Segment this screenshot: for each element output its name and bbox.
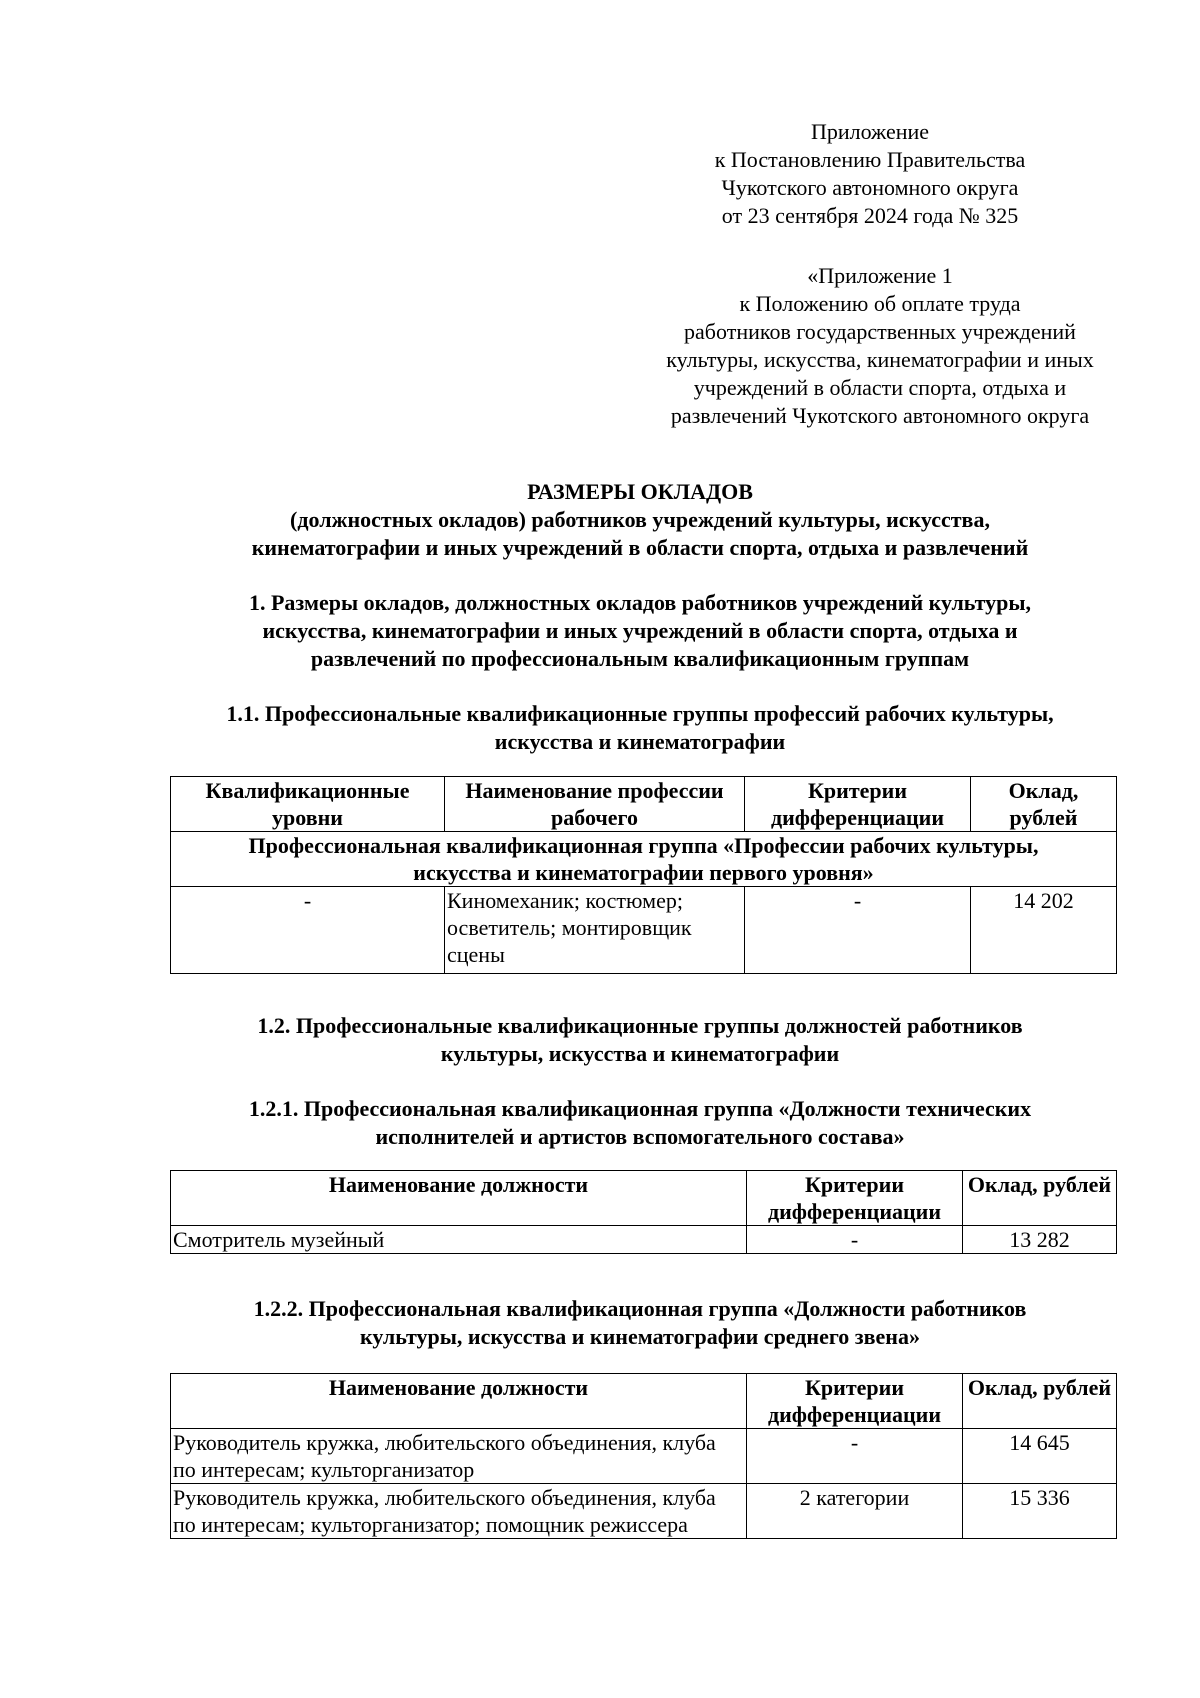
cell-position: Руководитель кружка, любительского объединения, клуба по интересам; культорганизатор — [171, 1429, 747, 1484]
annex1-line: «Приложение 1 — [807, 263, 953, 288]
cell-criteria: 2 категории — [747, 1484, 963, 1539]
cell-salary: 13 282 — [963, 1226, 1117, 1254]
header-salary: Оклад, рублей — [971, 777, 1117, 832]
section-1-2-line: 1.2. Профессиональные квалификационные группы должностей работников — [257, 1013, 1023, 1038]
annex-line: к Постановлению Правительства — [714, 147, 1026, 172]
section-1-line: 1. Размеры окладов, должностных окладов работников учреждений культуры, — [248, 590, 1032, 615]
annex1-line: развлечений Чукотского автономного округа — [670, 403, 1090, 428]
title-main: РАЗМЕРЫ ОКЛАДОВ — [527, 479, 753, 504]
annex-header — [670, 118, 1070, 230]
table-row — [171, 1226, 1117, 1254]
table-row — [171, 1484, 1117, 1539]
cell-salary: 15 336 — [963, 1484, 1117, 1539]
table-mid-level-staff — [170, 1373, 1117, 1539]
section-1-line: развлечений по профессиональным квалификационным группам — [310, 646, 970, 671]
table-workers-professions — [170, 776, 1117, 974]
annex1-line: к Положению об оплате труда — [739, 291, 1021, 316]
table-header-row — [171, 777, 1117, 832]
section-1-2-line: культуры, искусства и кинематографии — [440, 1041, 840, 1066]
cell-criteria: - — [747, 1429, 963, 1484]
annex1-line: работников государственных учреждений — [684, 319, 1076, 344]
section-1-2-heading — [150, 1012, 1130, 1068]
cell-position: Руководитель кружка, любительского объединения, клуба по интересам; культорганизатор; помощник режиссера — [171, 1484, 747, 1539]
section-1-2-2-line: 1.2.2. Профессиональная квалификационная группа «Должности работников — [253, 1296, 1027, 1321]
annex-line: Чукотского автономного округа — [721, 175, 1019, 200]
title-sub-line: кинематографии и иных учреждений в области спорта, отдыха и развлечений — [251, 535, 1029, 560]
header-profession-name: Наименование профессии рабочего — [445, 777, 745, 832]
group-title: Профессиональная квалификационная группа «Профессии рабочих культуры, искусства и кинематографии первого уровня» — [171, 832, 1117, 887]
table-header-row — [171, 1374, 1117, 1429]
table-technical-staff — [170, 1170, 1117, 1254]
annex-line: от 23 сентября 2024 года № 325 — [721, 203, 1019, 228]
header-position-name: Наименование должности — [171, 1171, 747, 1226]
section-1-line: искусства, кинематографии и иных учреждений в области спорта, отдыха и — [262, 618, 1018, 643]
section-1-1-line: 1.1. Профессиональные квалификационные группы профессий рабочих культуры, — [226, 701, 1054, 726]
cell-position: Смотритель музейный — [171, 1226, 747, 1254]
table-header-row — [171, 1171, 1117, 1226]
section-1-2-1-line: исполнителей и артистов вспомогательного состава» — [375, 1124, 905, 1149]
header-position-name: Наименование должности — [171, 1374, 747, 1429]
cell-salary: 14 202 — [971, 887, 1117, 974]
table-row — [171, 1429, 1117, 1484]
annex1-line: учреждений в области спорта, отдыха и — [693, 375, 1067, 400]
table-group-row — [171, 832, 1117, 887]
cell-profession: Киномеханик; костюмер; осветитель; монтировщик сцены — [445, 887, 745, 974]
section-1-2-2-line: культуры, искусства и кинематографии среднего звена» — [360, 1324, 920, 1349]
section-1-heading — [150, 589, 1130, 673]
annex1-line: культуры, искусства, кинематографии и иных — [666, 347, 1094, 372]
header-criteria: Критерии дифференциации — [747, 1171, 963, 1226]
section-1-2-2-heading — [150, 1295, 1130, 1351]
document-title — [150, 478, 1130, 562]
annex1-header — [615, 262, 1145, 430]
section-1-2-1-line: 1.2.1. Профессиональная квалификационная группа «Должности технических — [248, 1096, 1032, 1121]
cell-criteria: - — [747, 1226, 963, 1254]
cell-salary: 14 645 — [963, 1429, 1117, 1484]
header-criteria: Критерии дифференциации — [747, 1374, 963, 1429]
header-salary: Оклад, рублей — [963, 1171, 1117, 1226]
table-row — [171, 887, 1117, 974]
header-salary: Оклад, рублей — [963, 1374, 1117, 1429]
title-sub-line: (должностных окладов) работников учреждений культуры, искусства, — [290, 507, 990, 532]
annex-line: Приложение — [810, 119, 930, 144]
cell-level: - — [171, 887, 445, 974]
cell-criteria: - — [745, 887, 971, 974]
section-1-1-line: искусства и кинематографии — [494, 729, 786, 754]
header-criteria: Критерии дифференциации — [745, 777, 971, 832]
header-qualification-levels: Квалификационные уровни — [171, 777, 445, 832]
section-1-1-heading — [150, 700, 1130, 756]
section-1-2-1-heading — [150, 1095, 1130, 1151]
